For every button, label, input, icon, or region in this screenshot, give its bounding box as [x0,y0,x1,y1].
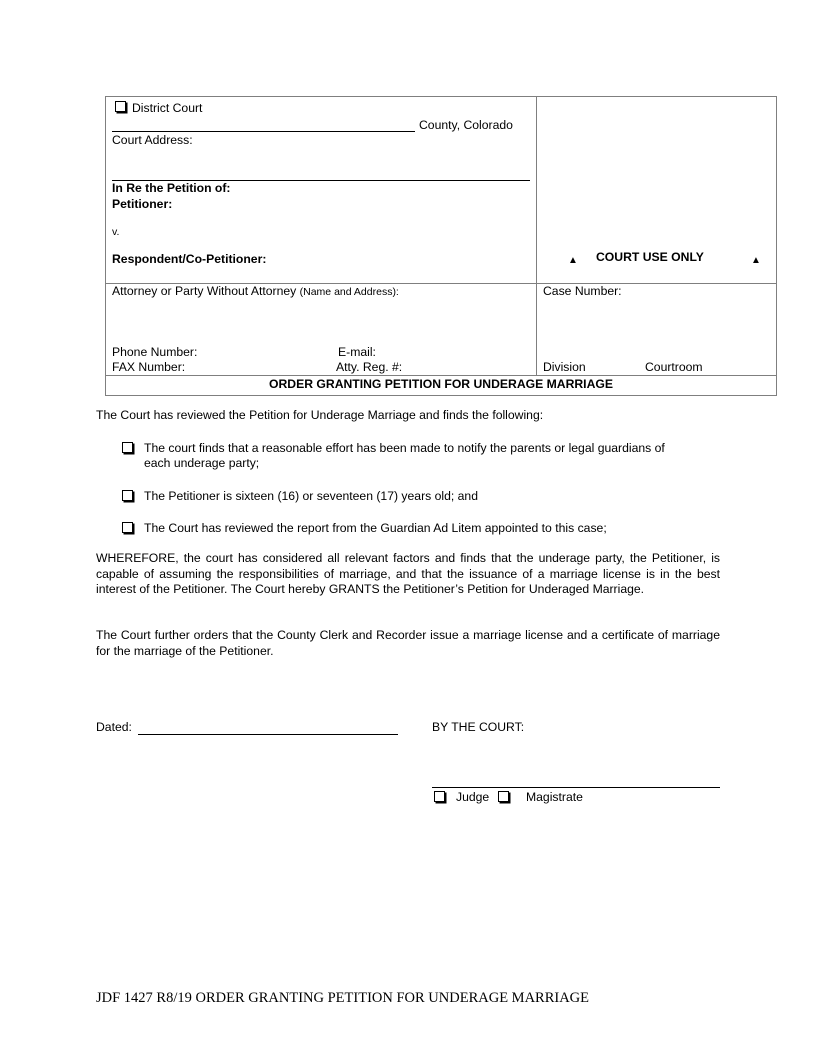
district-court-label: District Court [132,101,203,115]
courtroom-label: Courtroom [645,360,703,374]
fax-label: FAX Number: [112,360,186,374]
attorney-label-text: Attorney or Party Without Attorney [112,284,297,298]
petitioner-label: Petitioner: [112,197,173,211]
dated-label: Dated: [96,720,132,734]
caption-box [105,96,777,396]
attorney-note: (Name and Address): [299,286,399,298]
case-number-label: Case Number: [543,284,622,298]
signature-line[interactable] [432,787,720,788]
finding-notify-line2: each underage party; [144,456,260,470]
wherefore-paragraph: WHEREFORE, the court has considered all relevant factors and finds that the underage party, the Petitioner, is capable of assuming the responsibilities of marriage, and that the issuance of a marriage license is in the best interest of the Petitioner. The Court hereby GRANTS the Petitioner’s Petition for Underaged Marriage. [96,551,720,596]
judge-checkbox[interactable] [434,791,445,802]
judge-label: Judge [456,790,490,804]
by-the-court-label: BY THE COURT: [432,720,525,734]
respondent-label: Respondent/Co-Petitioner: [112,252,267,266]
caption-divider-title [106,375,776,376]
division-label: Division [543,360,586,374]
finding-gal-text: The Court has reviewed the report from the Guardian Ad Litem appointed to this case; [144,521,607,535]
magistrate-checkbox[interactable] [498,791,509,802]
finding-notify-checkbox[interactable] [122,442,133,453]
county-colorado-label: County, Colorado [419,118,513,132]
district-court-checkbox[interactable] [115,101,126,112]
intro-text: The Court has reviewed the Petition for Underage Marriage and finds the following: [96,408,544,422]
finding-notify-line1: The court finds that a reasonable effort has been made to notify the parents or legal guardians of [144,441,665,455]
atty-reg-label: Atty. Reg. #: [336,360,403,374]
dated-line[interactable] [138,734,398,735]
court-address-label: Court Address: [112,133,193,147]
county-name-line[interactable] [112,131,415,132]
court-use-only-label: COURT USE ONLY [596,250,704,264]
up-arrow-icon: ▲ [568,255,578,266]
in-re-label: In Re the Petition of: [112,181,231,195]
finding-age-text: The Petitioner is sixteen (16) or seventeen (17) years old; and [144,489,478,503]
order-title: ORDER GRANTING PETITION FOR UNDERAGE MARRIAGE [269,377,613,391]
attorney-label [112,284,399,298]
finding-age-checkbox[interactable] [122,490,133,501]
up-arrow-icon: ▲ [751,255,761,266]
form-footer: JDF 1427 R8/19 ORDER GRANTING PETITION FOR UNDERAGE MARRIAGE [96,990,590,1006]
versus-label: v. [112,226,120,238]
caption-divider-vertical [536,97,537,376]
finding-gal-checkbox[interactable] [122,522,133,533]
phone-label: Phone Number: [112,345,198,359]
email-label: E-mail: [338,345,376,359]
magistrate-label: Magistrate [526,790,583,804]
further-orders-paragraph: The Court further orders that the County Clerk and Recorder issue a marriage license and a certificate of marriage for the marriage of the Petitioner. [96,628,720,658]
